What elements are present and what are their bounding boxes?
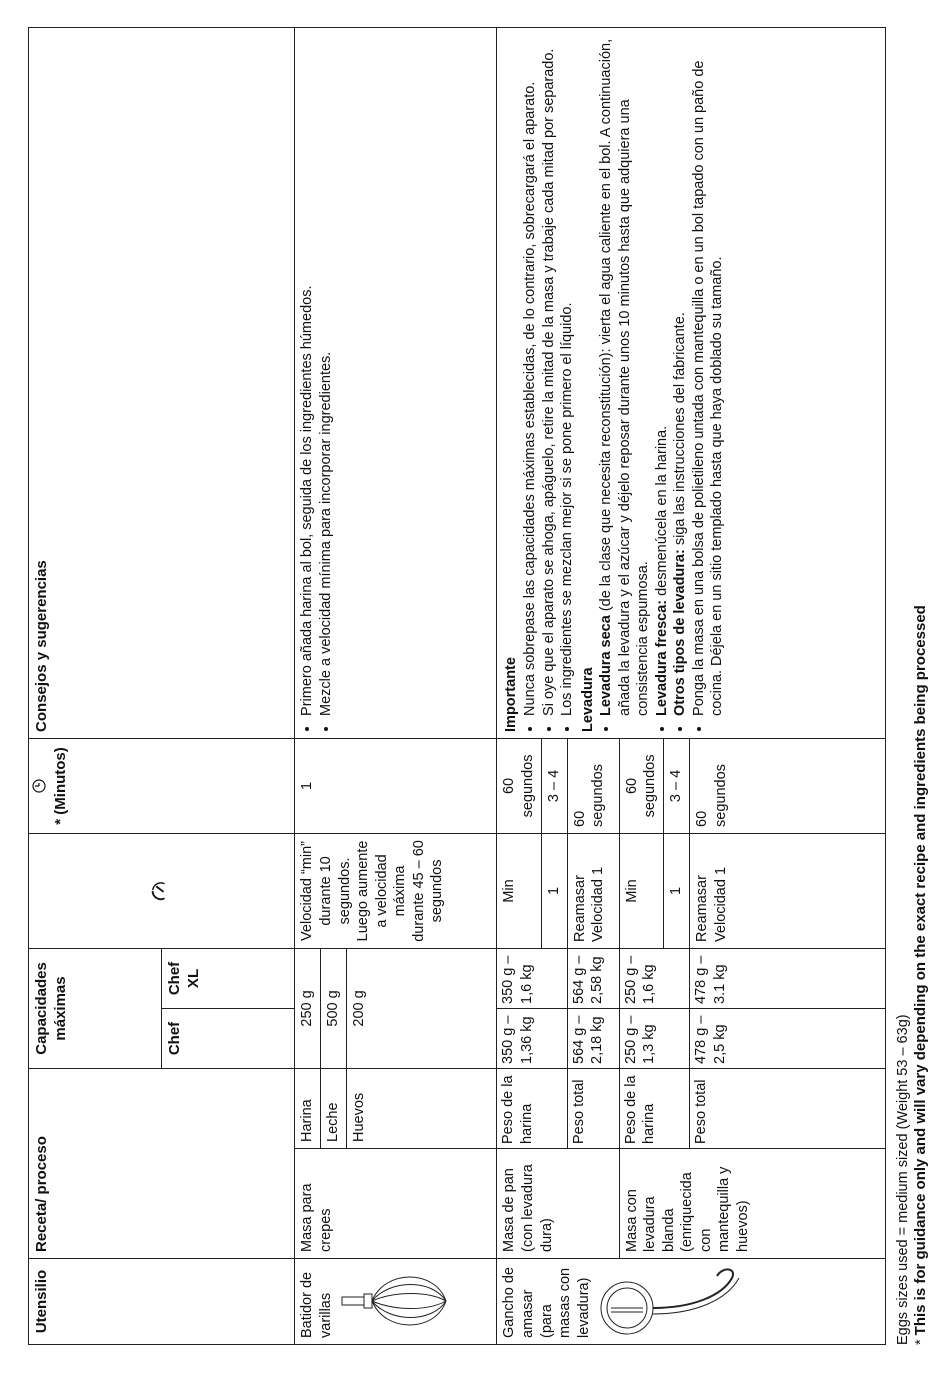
whisk-ingredient-eggs: Huevos — [347, 1068, 497, 1148]
r1-total-label: Peso total — [567, 1068, 619, 1148]
speed-dial-icon — [148, 880, 170, 902]
header-row — [29, 27, 162, 1344]
r2-time-34: 3 – 4 — [664, 738, 690, 833]
r1-flour-chef: 350 g – 1,36 kg — [497, 1008, 567, 1068]
header-utensil: Utensilio — [29, 1259, 295, 1345]
yeast-fresh — [653, 34, 672, 716]
r2-flour-chef: 250 g – 1,3 kg — [619, 1008, 689, 1068]
recipe-table — [28, 27, 886, 1345]
r1-total-chef: 564 g – 2,18 kg — [567, 1008, 619, 1068]
yeast-fresh-label: Levadura fresca: — [653, 599, 670, 716]
footer-notes — [894, 605, 931, 1345]
r1-speed-knead: Reamasar Velocidad 1 — [567, 833, 619, 948]
yeast-title: Levadura — [579, 667, 596, 732]
whisk-icon — [340, 1264, 450, 1338]
yeast-other — [671, 34, 690, 716]
header-time — [29, 738, 295, 833]
whisk-utensil-label: Batidor de varillas — [299, 1271, 335, 1338]
r1-time-knead: 60 segundos — [567, 738, 619, 833]
clock-icon — [32, 779, 46, 793]
yeast-other-label: Otros tipos de levadura: — [672, 549, 689, 716]
footer-asterisk: * — [913, 1335, 930, 1345]
important-tip-3: • Los ingredientes se mezclan mejor si se pone primero el líquido. — [558, 34, 577, 716]
r1-flour-xl: 350 g – 1,6 kg — [497, 948, 567, 1008]
hook-utensil-cell — [497, 1259, 886, 1345]
whisk-ingredient-milk: Leche — [321, 1068, 347, 1148]
hook-recipe-2: Masa con levadura blanda (enriquecida con mantequilla y huevos) — [619, 1149, 885, 1259]
whisk-tips — [295, 27, 497, 738]
r1-time-34: 3 – 4 — [541, 738, 567, 833]
footer-note-eggs: Eggs sizes used = medium sized (Weight 53 – 63g) — [895, 1014, 911, 1345]
whisk-utensil-cell — [295, 1259, 497, 1345]
r2-flour-label: Peso de la harina — [619, 1068, 689, 1148]
whisk-tip-1: • Primero añada harina al bol, seguida de los ingredientes húmedos. — [298, 34, 317, 716]
whisk-row-1 — [295, 27, 321, 1344]
yeast-fresh-text: desmenúcela en la harina. — [653, 425, 670, 600]
important-tip-1: • Nunca sobrepase las capacidades máximas establecidas, de lo contrario, sobrecargará el aparato. — [521, 34, 540, 716]
r2-time-knead: 60 segundos — [690, 738, 886, 833]
whisk-recipe: Masa para crepes — [295, 1149, 497, 1259]
yeast-last: • Ponga la masa en una bolsa de polietileno untada con mantequilla o en un bol tapado con un paño de cocina. Déjela en un sitio templado hasta que haya doblado su tamaño. — [690, 34, 727, 716]
r2-speed-1: 1 — [664, 833, 690, 948]
hook-recipe-1: Masa de pan (con levadura dura) — [497, 1149, 619, 1259]
header-capacity: Capacidades máximas — [29, 948, 162, 1068]
hook-row-1 — [497, 27, 541, 1344]
r2-speed-min: Min — [619, 833, 663, 948]
yeast-other-text: siga las instrucciones del fabricante. — [672, 312, 689, 550]
whisk-cap-eggs: 200 g — [347, 948, 497, 1068]
dough-hook-icon — [597, 1264, 747, 1338]
yeast-dry-text: (de la clase que necesita reconstitución): vierta el agua caliente en el bol. A continuación, añada la levadura y el azúcar y déjelo reposar durante unos 10 minutos hasta que adquiera una consistencia espumosa. — [598, 38, 652, 716]
r2-total-xl: 478 g – 3.1 kg — [690, 948, 886, 1008]
r2-time-min: 60 segundos — [619, 738, 663, 833]
r2-speed-knead: Reamasar Velocidad 1 — [690, 833, 886, 948]
footer-note-guidance — [912, 605, 931, 1345]
whisk-ingredient-flour: Harina — [295, 1068, 321, 1148]
r1-speed-1: 1 — [541, 833, 567, 948]
footer-guidance-text: This is for guidance only and will vary depending on the exact recipe and ingredients being processed — [912, 605, 930, 1336]
important-title: Importante — [503, 657, 520, 732]
header-speed — [29, 833, 295, 948]
yeast-dry-label: Levadura seca — [598, 615, 615, 716]
whisk-time: 1 — [295, 738, 497, 833]
hook-tips — [497, 27, 886, 738]
whisk-cap-milk: 500 g — [321, 948, 347, 1068]
whisk-cap-flour: 250 g — [295, 948, 321, 1068]
r1-flour-label: Peso de la harina — [497, 1068, 567, 1148]
r2-total-label: Peso total — [690, 1068, 886, 1148]
r2-flour-xl: 250 g – 1,6 kg — [619, 948, 689, 1008]
header-chef: Chef — [162, 1008, 295, 1068]
r2-total-chef: 478 g – 2,5 kg — [690, 1008, 886, 1068]
time-header-label: * (Minutos) — [52, 747, 70, 825]
hook-utensil-label: Gancho de amasar (para masas con levadura) — [501, 1267, 592, 1338]
important-tip-2: • Si oye que el aparato se ahoga, apáguelo, retire la mitad de la masa y trabaje cada mitad por separado. — [540, 34, 559, 716]
yeast-dry — [597, 34, 653, 716]
header-chef-xl: Chef XL — [162, 948, 295, 1008]
whisk-speed: Velocidad “min” durante 10 segundos. Luego aumente a velocidad máxima durante 45 – 60 segundos — [295, 833, 497, 948]
header-recipe: Receta/ proceso — [29, 1068, 295, 1258]
r1-total-xl: 564 g – 2,58 kg — [567, 948, 619, 1008]
whisk-tip-2: • Mezcle a velocidad mínima para incorporar ingredientes. — [317, 34, 336, 716]
header-tips: Consejos y sugerencias — [29, 27, 295, 738]
r1-time-min: 60 segundos — [497, 738, 541, 833]
r1-speed-min: Min — [497, 833, 541, 948]
